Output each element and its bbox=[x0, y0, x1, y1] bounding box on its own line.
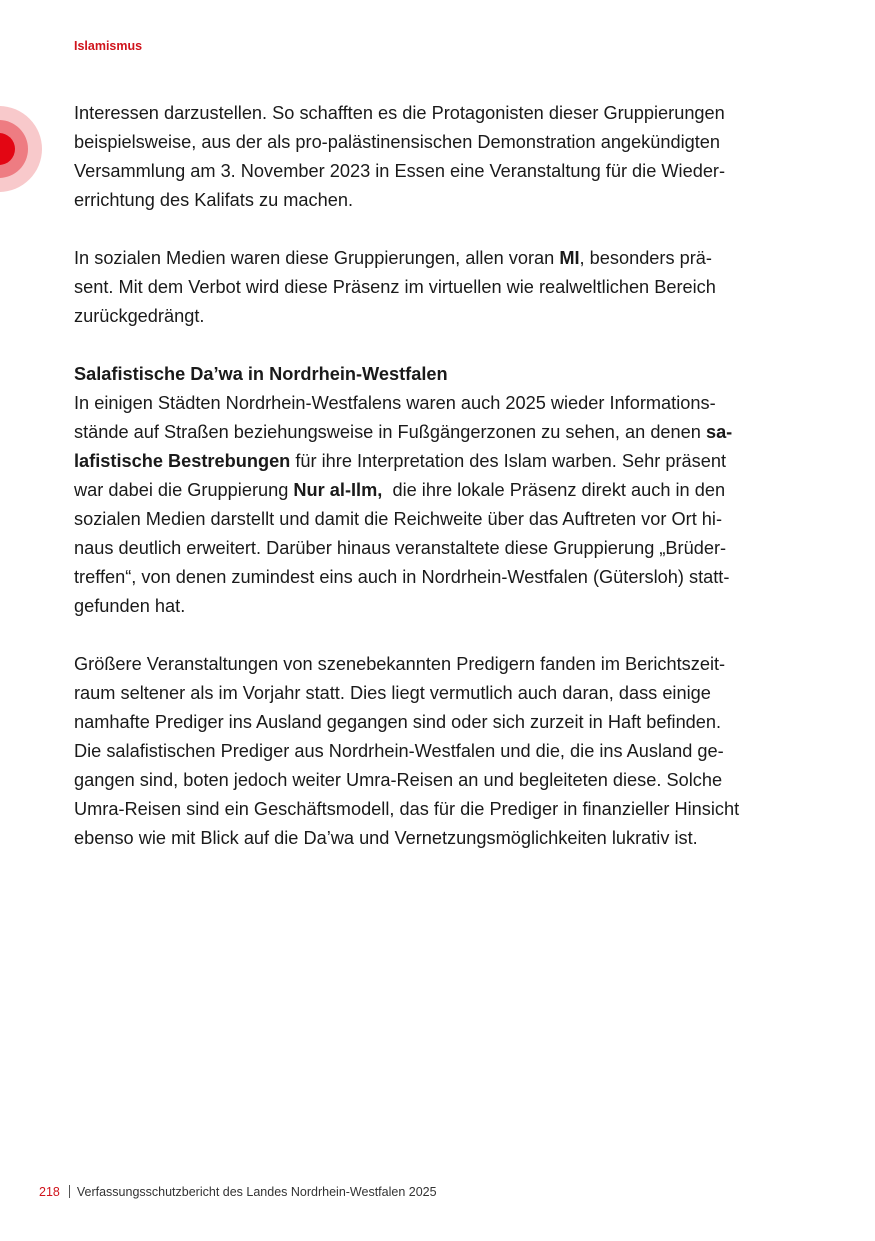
text-line: Interessen darzustellen. So schafften es die Protagonisten dieser Gruppierungen bbox=[74, 103, 725, 123]
text-line: gangen sind, boten jedoch weiter Umra-Reisen an und begleiteten diese. Solche bbox=[74, 770, 723, 790]
bold-term-nur-al-ilm: Nur al-Ilm, bbox=[293, 480, 383, 500]
text-line: naus deutlich erweitert. Darüber hinaus veranstaltete diese Gruppierung „Brüder- bbox=[74, 538, 727, 558]
text-line: Umra-Reisen sind ein Geschäftsmodell, das für die Prediger in finanzieller Hinsicht bbox=[74, 799, 740, 819]
concentric-circles-icon bbox=[0, 106, 42, 192]
bold-term-mi: MI bbox=[559, 248, 580, 268]
text-line: sozialen Medien darstellt und damit die Reichweite über das Auftreten vor Ort hi- bbox=[74, 509, 723, 529]
text-run: stände auf Straßen beziehungsweise in Fußgängerzonen zu sehen, an denen bbox=[74, 422, 706, 442]
text-line bbox=[74, 244, 802, 273]
text-line: raum seltener als im Vorjahr statt. Dies liegt vermutlich auch daran, dass einige bbox=[74, 683, 711, 703]
paragraph-intro bbox=[74, 99, 802, 215]
text-line bbox=[74, 476, 802, 505]
section-heading: Salafistische Da’wa in Nordrhein-Westfalen bbox=[74, 364, 448, 384]
bold-term-salafist: sa- bbox=[705, 422, 733, 442]
text-line bbox=[74, 447, 802, 476]
text-line bbox=[74, 418, 802, 447]
paragraph-social-media bbox=[74, 244, 802, 331]
text-line: beispielsweise, aus der als pro-palästinensischen Demonstration angekündigten bbox=[74, 132, 721, 152]
text-run: , besonders prä- bbox=[579, 248, 712, 268]
page-footer bbox=[39, 1185, 437, 1199]
text-line: In einigen Städten Nordrhein-Westfalens waren auch 2025 wieder Informations- bbox=[74, 393, 716, 413]
section-salafist-dawa bbox=[74, 360, 802, 621]
text-line: errichtung des Kalifats zu machen. bbox=[74, 190, 354, 210]
text-line: sent. Mit dem Verbot wird diese Präsenz im virtuellen wie realweltlichen Bereich bbox=[74, 277, 716, 297]
text-line: Größere Veranstaltungen von szenebekannten Predigern fanden im Berichtszeit- bbox=[74, 654, 726, 674]
text-run: für ihre Interpretation des Islam warben. Sehr präsent bbox=[290, 451, 727, 471]
publication-title: Verfassungsschutzbericht des Landes Nordrhein-Westfalen 2025 bbox=[76, 1185, 437, 1199]
text-line: Versammlung am 3. November 2023 in Essen eine Veranstaltung für die Wieder- bbox=[74, 161, 726, 181]
text-line: treffen“, von denen zumindest eins auch in Nordrhein-Westfalen (Gütersloh) statt- bbox=[74, 567, 730, 587]
text-line: Die salafistischen Prediger aus Nordrhein-Westfalen und die, die ins Ausland ge- bbox=[74, 741, 724, 761]
text-run: die ihre lokale Präsenz direkt auch in den bbox=[382, 480, 726, 500]
text-line: namhafte Prediger ins Ausland gegangen sind oder sich zurzeit in Haft befinden. bbox=[74, 712, 722, 732]
text-run: In sozialen Medien waren diese Gruppierungen, allen voran bbox=[74, 248, 560, 268]
main-content bbox=[74, 99, 802, 882]
footer-divider bbox=[69, 1185, 70, 1198]
section-label: Islamismus bbox=[74, 39, 143, 53]
text-line: ebenso wie mit Blick auf die Da’wa und Vernetzungsmöglichkeiten lukrativ ist. bbox=[74, 828, 698, 848]
text-line: zurückgedrängt. bbox=[74, 306, 205, 326]
text-run: war dabei die Gruppierung bbox=[74, 480, 294, 500]
text-line: gefunden hat. bbox=[74, 596, 186, 616]
paragraph-preachers bbox=[74, 650, 802, 853]
page-number: 218 bbox=[39, 1185, 60, 1199]
bold-term-salafist-cont: lafistische Bestrebungen bbox=[74, 451, 291, 471]
